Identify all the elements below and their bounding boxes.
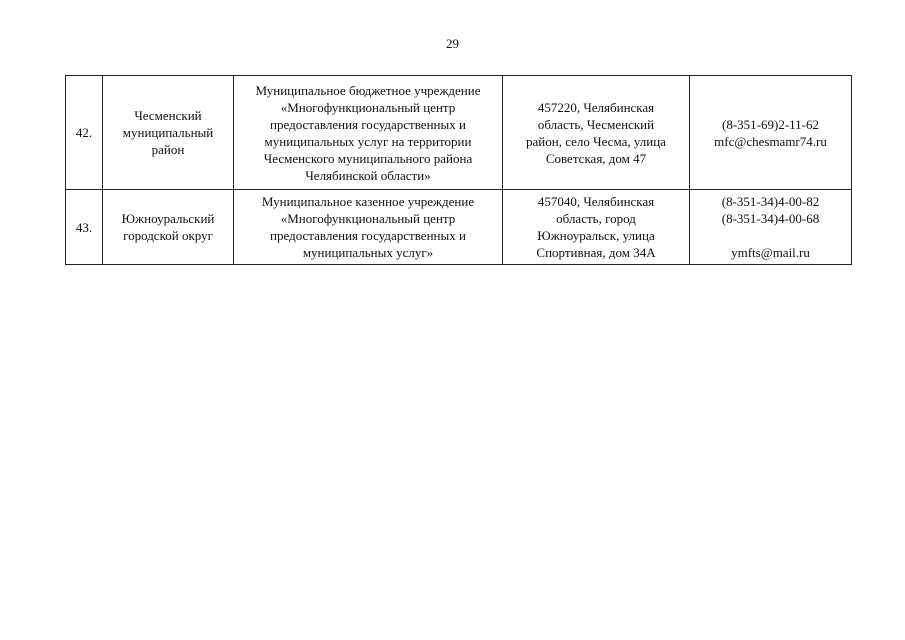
organization-line: предоставления государственных и	[270, 116, 466, 132]
address-line: Спортивная, дом 34А	[536, 245, 656, 260]
contact-cell	[690, 76, 852, 190]
address-cell	[503, 76, 690, 190]
address-line: область, город	[556, 211, 636, 226]
organization-line: муниципальных услуг на территории	[264, 133, 472, 149]
table-row	[66, 190, 852, 265]
district-cell	[103, 190, 234, 265]
address-line: область, Чесменский	[537, 116, 655, 132]
address-line: Южноуральск, улица	[537, 228, 655, 243]
district-cell	[103, 76, 234, 190]
phone-number: (8-351-69)2-11-62	[722, 116, 819, 132]
organization-line: «Многофункциональный центр	[280, 211, 456, 226]
organization-cell	[234, 76, 503, 190]
organization-line: муниципальных услуг»	[302, 245, 434, 260]
district-line: Чесменский	[134, 108, 202, 123]
phone-number: (8-351-34)4-00-68	[721, 211, 820, 226]
district-line: район	[151, 142, 185, 157]
organization-line: «Многофункциональный центр	[280, 99, 456, 115]
organization-line: предоставления государственных и	[270, 228, 466, 243]
table-row	[66, 76, 852, 190]
mfc-registry-table	[65, 75, 852, 265]
phone-number: (8-351-34)4-00-82	[721, 194, 820, 209]
address-line: 457040, Челябинская	[537, 194, 655, 209]
organization-cell	[234, 190, 503, 265]
spacer	[693, 227, 848, 244]
organization-line: Чесменского муниципального района	[263, 150, 473, 166]
contact-cell	[690, 190, 852, 265]
email-address: mfc@chesmamr74.ru	[714, 133, 827, 149]
address-line: район, село Чесма, улица	[526, 133, 666, 149]
organization-line: Муниципальное казенное учреждение	[261, 194, 475, 209]
organization-line: Челябинской области»	[305, 167, 431, 183]
district-line: муниципальный	[122, 125, 214, 140]
address-line: Советская, дом 47	[545, 150, 647, 166]
email-address: ymfts@mail.ru	[731, 245, 810, 260]
district-line: Южноуральский	[121, 211, 215, 226]
row-number: 43.	[66, 190, 103, 265]
district-line: городской округ	[123, 228, 213, 243]
address-cell	[503, 190, 690, 265]
page-number: 29	[446, 36, 459, 51]
address-line: 457220, Челябинская	[537, 99, 655, 115]
row-number: 42.	[66, 76, 103, 190]
organization-line: Муниципальное бюджетное учреждение	[255, 82, 481, 98]
